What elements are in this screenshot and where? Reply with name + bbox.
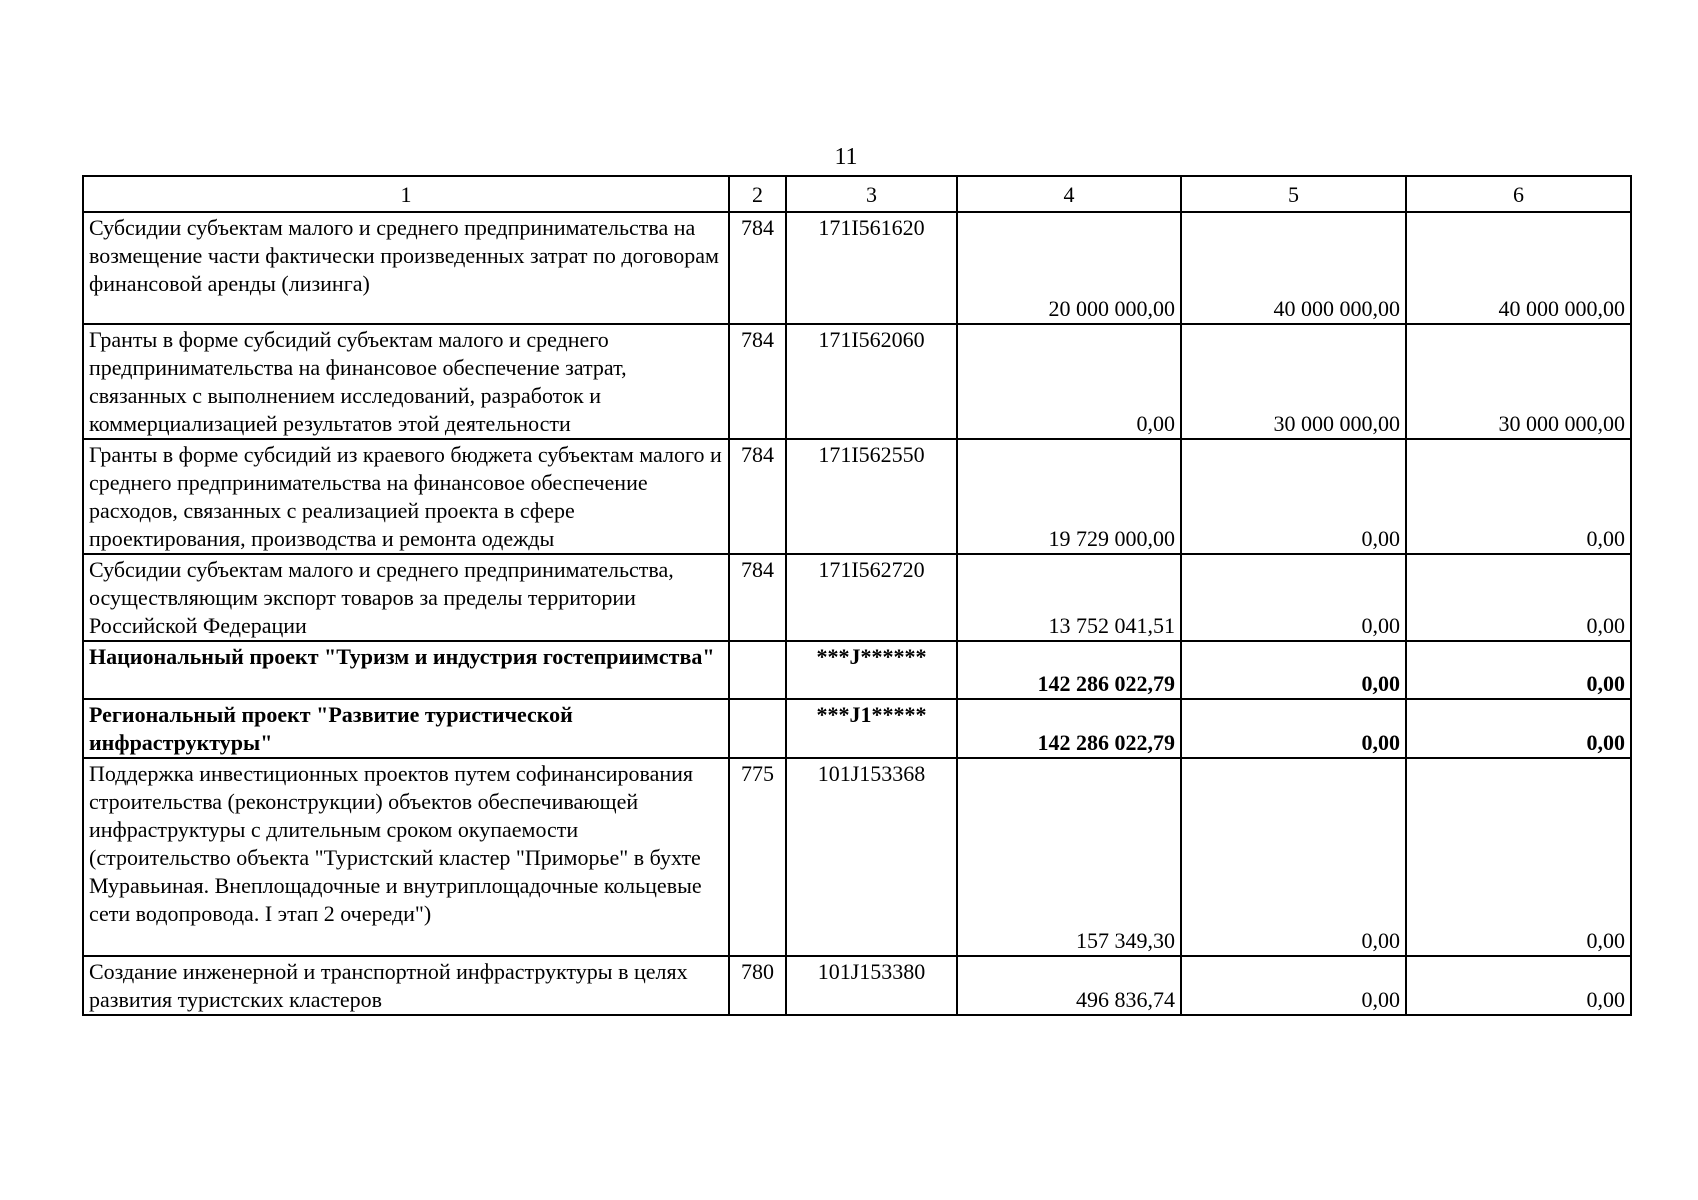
row-value-col5: 0,00 xyxy=(1181,439,1406,554)
column-header: 6 xyxy=(1406,176,1631,212)
row-value-col6: 0,00 xyxy=(1406,758,1631,956)
table-row xyxy=(83,324,1631,439)
row-value-col6: 0,00 xyxy=(1406,956,1631,1015)
row-admin-code xyxy=(729,641,786,699)
table-header-row xyxy=(83,176,1631,212)
row-budget-code: ***J****** xyxy=(786,641,957,699)
row-value-col5: 0,00 xyxy=(1181,758,1406,956)
row-value-col5: 30 000 000,00 xyxy=(1181,324,1406,439)
row-budget-code: 171I561620 xyxy=(786,212,957,324)
row-value-col6: 40 000 000,00 xyxy=(1406,212,1631,324)
row-budget-code: 101J153368 xyxy=(786,758,957,956)
table-row xyxy=(83,758,1631,956)
row-admin-code: 784 xyxy=(729,324,786,439)
table-row xyxy=(83,554,1631,641)
column-header: 4 xyxy=(957,176,1181,212)
column-header: 3 xyxy=(786,176,957,212)
row-name: Поддержка инвестиционных проектов путем софинансирования строительства (реконструкции) объектов обеспечивающей инфраструктуры с длительным сроком окупаемости (строительство объекта "Туристский кластер "Приморье" в бухте Муравьиная. Внеплощадочные и внутриплощадочные кольцевые сети водопровода. I этап 2 очереди") xyxy=(83,758,729,956)
row-value-col4: 142 286 022,79 xyxy=(957,699,1181,758)
row-value-col6: 0,00 xyxy=(1406,554,1631,641)
row-name: Гранты в форме субсидий субъектам малого и среднего предпринимательства на финансовое обеспечение затрат, связанных с выполнением исследований, разработок и коммерциализацией результатов этой деятельности xyxy=(83,324,729,439)
table-row xyxy=(83,212,1631,324)
row-value-col4: 20 000 000,00 xyxy=(957,212,1181,324)
row-value-col4: 13 752 041,51 xyxy=(957,554,1181,641)
column-header: 1 xyxy=(83,176,729,212)
row-budget-code: 171I562720 xyxy=(786,554,957,641)
row-budget-code: 101J153380 xyxy=(786,956,957,1015)
row-value-col5: 0,00 xyxy=(1181,699,1406,758)
row-admin-code: 784 xyxy=(729,554,786,641)
table-row xyxy=(83,641,1631,699)
row-name: Субсидии субъектам малого и среднего предпринимательства, осуществляющим экспорт товаров за пределы территории Российской Федерации xyxy=(83,554,729,641)
row-name: Гранты в форме субсидий из краевого бюджета субъектам малого и среднего предпринимательства на финансовое обеспечение расходов, связанных с реализацией проекта в сфере проектирования, производства и ремонта одежды xyxy=(83,439,729,554)
row-value-col5: 0,00 xyxy=(1181,641,1406,699)
row-admin-code xyxy=(729,699,786,758)
row-value-col4: 142 286 022,79 xyxy=(957,641,1181,699)
row-value-col6: 30 000 000,00 xyxy=(1406,324,1631,439)
row-admin-code: 784 xyxy=(729,439,786,554)
row-admin-code: 780 xyxy=(729,956,786,1015)
row-value-col4: 496 836,74 xyxy=(957,956,1181,1015)
row-value-col4: 157 349,30 xyxy=(957,758,1181,956)
row-name: Субсидии субъектам малого и среднего предпринимательства на возмещение части фактически произведенных затрат по договорам финансовой аренды (лизинга) xyxy=(83,212,729,324)
table-row xyxy=(83,956,1631,1015)
table-row xyxy=(83,439,1631,554)
row-admin-code: 784 xyxy=(729,212,786,324)
row-value-col5: 40 000 000,00 xyxy=(1181,212,1406,324)
table-row xyxy=(83,699,1631,758)
row-value-col6: 0,00 xyxy=(1406,439,1631,554)
row-name: Региональный проект "Развитие туристической инфраструктуры" xyxy=(83,699,729,758)
row-value-col4: 19 729 000,00 xyxy=(957,439,1181,554)
row-name: Национальный проект "Туризм и индустрия гостеприимства" xyxy=(83,641,729,699)
row-value-col6: 0,00 xyxy=(1406,699,1631,758)
row-value-col5: 0,00 xyxy=(1181,956,1406,1015)
row-admin-code: 775 xyxy=(729,758,786,956)
row-value-col5: 0,00 xyxy=(1181,554,1406,641)
row-value-col6: 0,00 xyxy=(1406,641,1631,699)
column-header: 2 xyxy=(729,176,786,212)
row-budget-code: 171I562550 xyxy=(786,439,957,554)
row-name: Создание инженерной и транспортной инфраструктуры в целях развития туристских кластеров xyxy=(83,956,729,1015)
row-value-col4: 0,00 xyxy=(957,324,1181,439)
column-header: 5 xyxy=(1181,176,1406,212)
page-number: 11 xyxy=(834,144,858,170)
row-budget-code: ***J1***** xyxy=(786,699,957,758)
row-budget-code: 171I562060 xyxy=(786,324,957,439)
budget-table xyxy=(82,175,1632,1016)
